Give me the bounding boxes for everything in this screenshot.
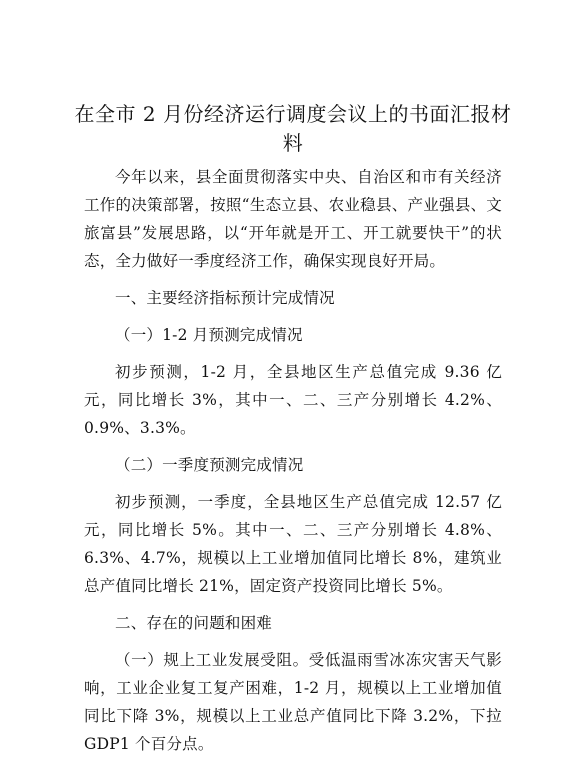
intro-paragraph: 今年以来，县全面贯彻落实中央、自治区和市有关经济工作的决策部署，按照“生态立县、农业稳县、产业强县、文旅富县”发展思路，以“开年就是开工、开工就要快干”的状态，全力做好一季度经济工作，确保实现良好开局。: [84, 168, 502, 270]
industrial-problem-paragraph: （一）规上工业发展受阻。受低温雨雪冰冻灾害天气影响，工业企业复工复产困难，1-2 月，规模以上工业增加值同比下降 3%，规模以上工业总产值同比下降 3.2%，下拉 GDP1 个百分点。: [84, 651, 502, 753]
document-title: 在全市 2 月份经济运行调度会议上的书面汇报材料: [74, 102, 512, 155]
document-body: [84, 163, 502, 758]
subheading-jan-feb-forecast: （一）1-2 月预测完成情况: [115, 326, 303, 344]
section-heading-indicators: 一、主要经济指标预计完成情况: [115, 289, 335, 307]
subheading-q1-forecast: （二）一季度预测完成情况: [115, 456, 304, 474]
section-heading-problems: 二、存在的问题和困难: [115, 614, 273, 632]
jan-feb-forecast-paragraph: 初步预测，1-2 月，全县地区生产总值完成 9.36 亿元，同比增长 3%，其中一、二、三产分别增长 4.2%、0.9%、3.3%。: [84, 363, 502, 437]
q1-forecast-paragraph: 初步预测，一季度，全县地区生产总值完成 12.57 亿元，同比增长 5%。其中一、二、三产分别增长 4.8%、6.3%、4.7%，规模以上工业增加值同比增长 8%，建筑业总产值同比增长 21%，固定资产投资同比增长 5%。: [84, 493, 502, 595]
